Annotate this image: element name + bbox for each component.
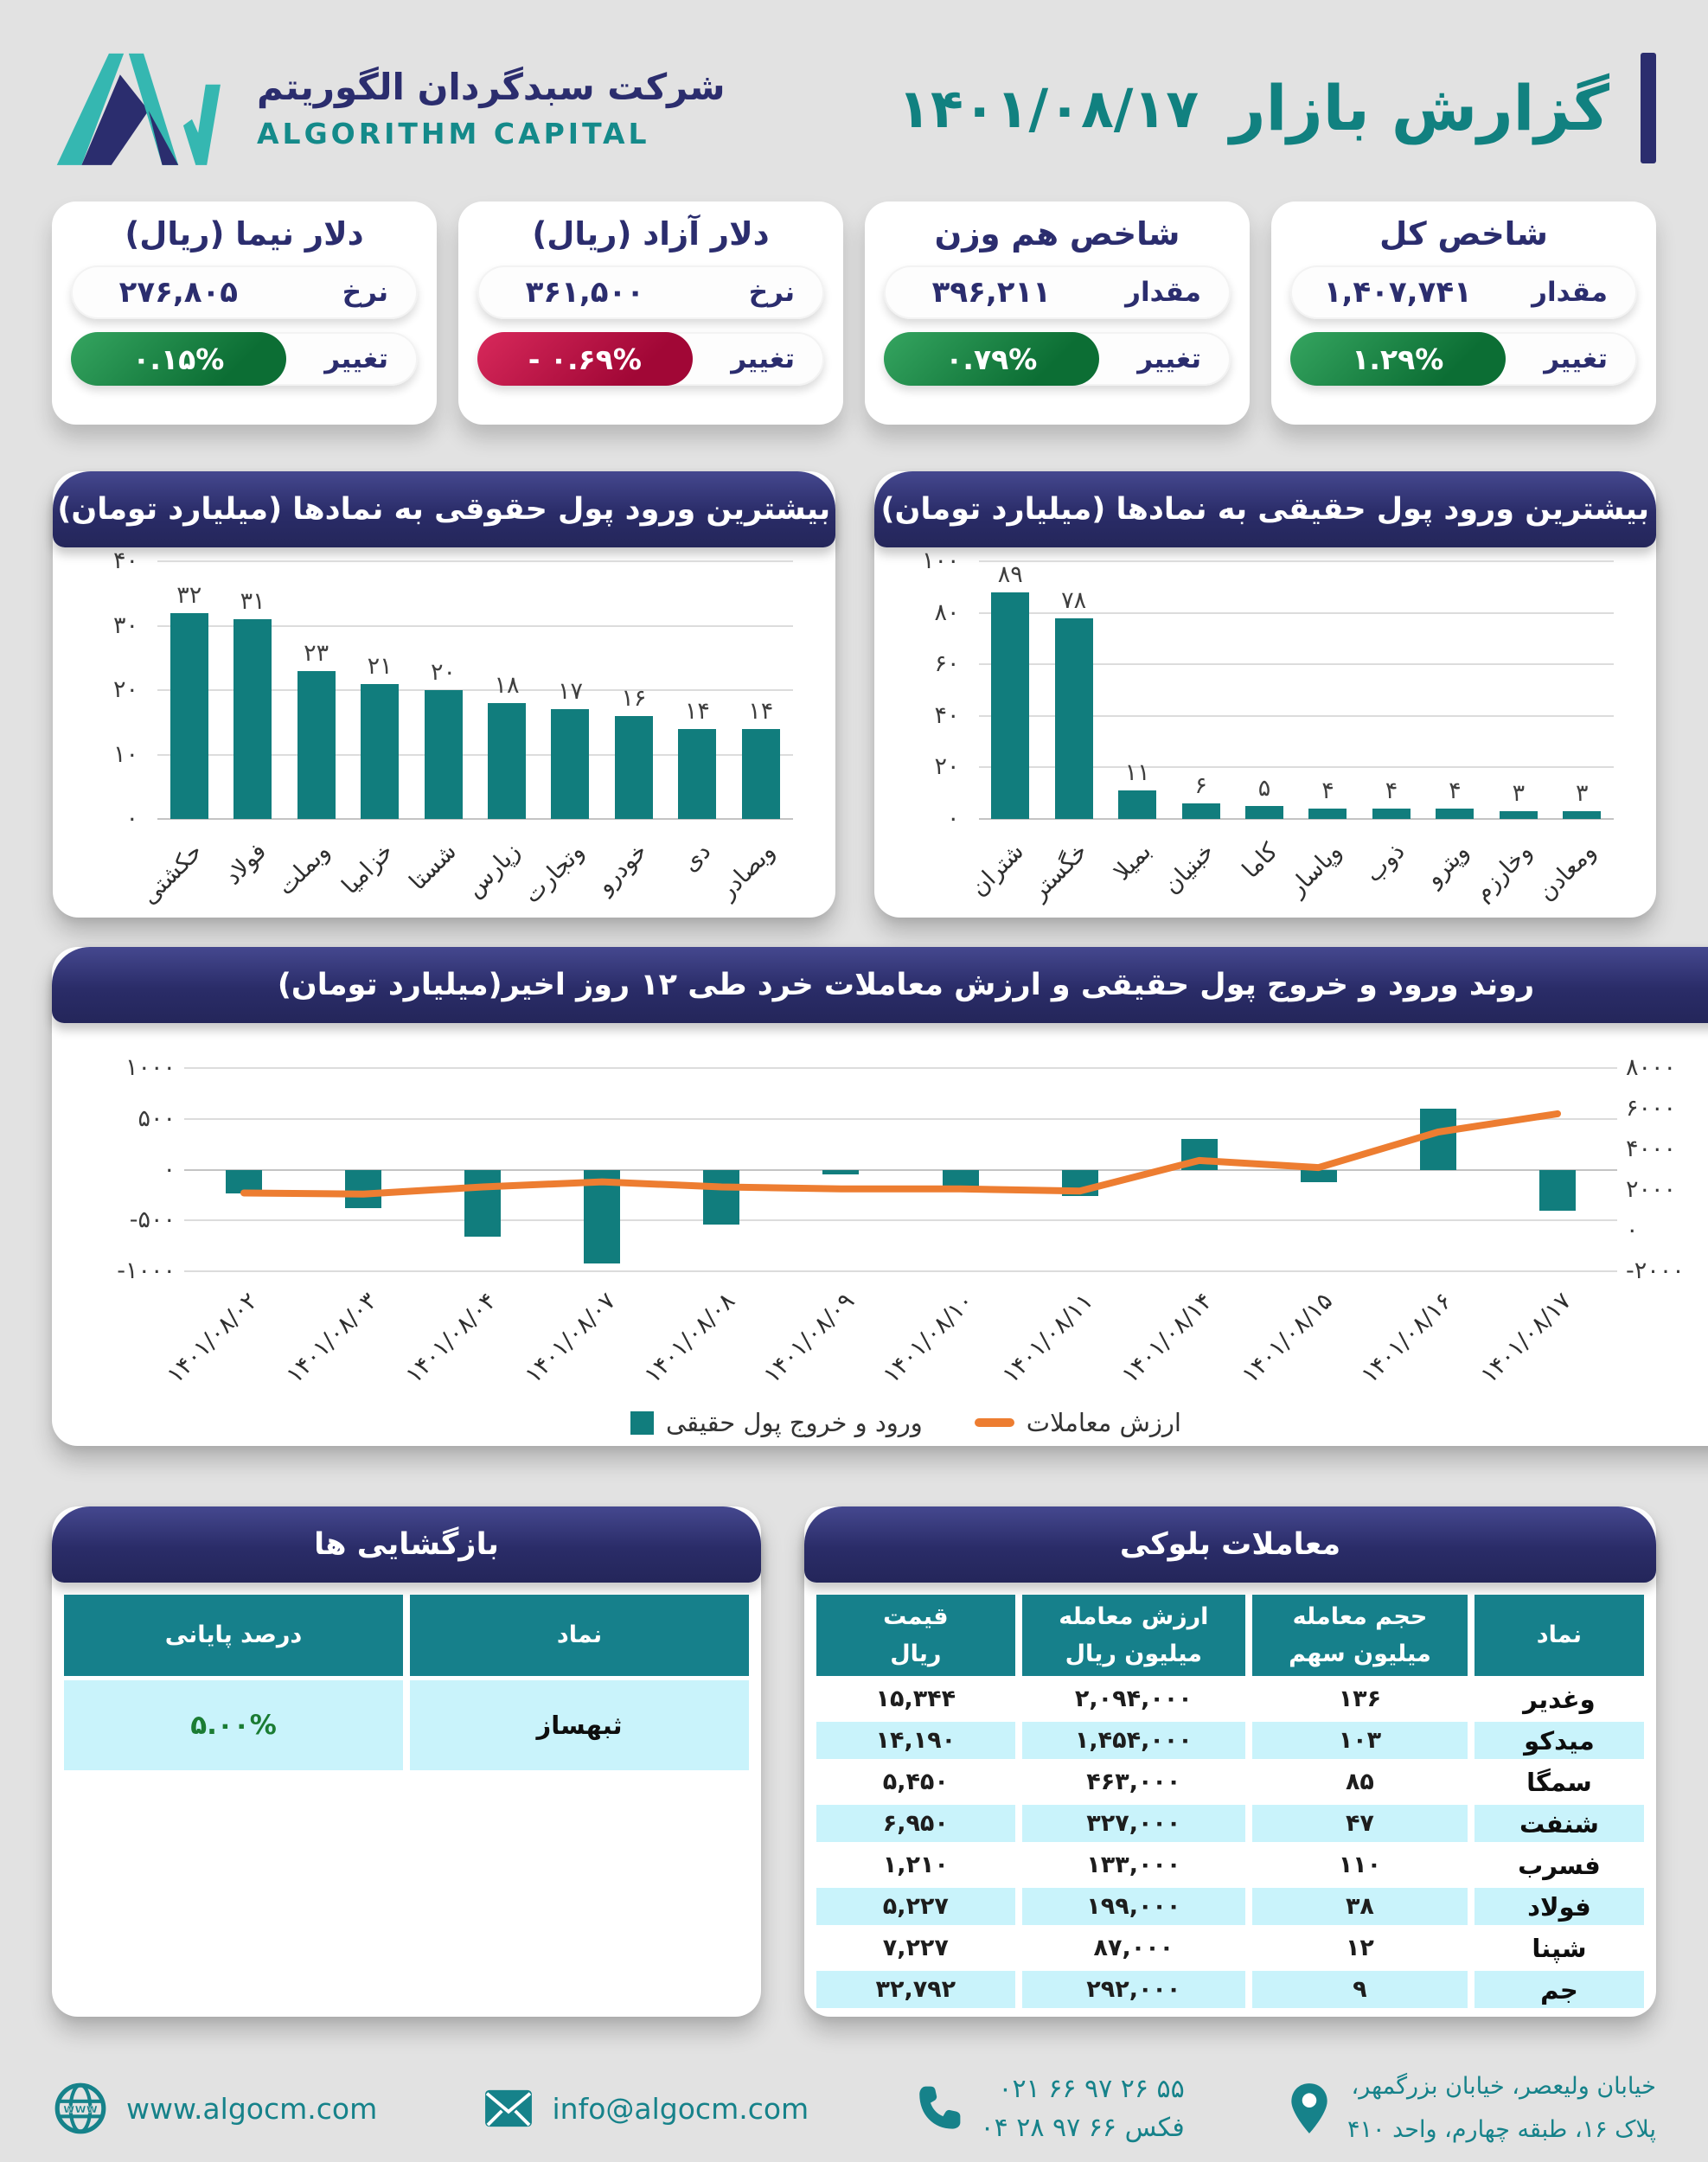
stat-row-pill: [71, 332, 418, 386]
date-label: ۱۴۰۱/۰۸/۱۷: [1475, 1288, 1577, 1389]
bar-value-label: ۱۱: [1124, 759, 1150, 787]
table-title-band: [804, 1506, 1656, 1583]
bar: [1308, 809, 1347, 819]
date-label: ۱۴۰۱/۰۸/۰۷: [520, 1288, 622, 1389]
value-cell: ۱۳۶: [1252, 1680, 1468, 1717]
header-line: میلیون سهم: [1289, 1641, 1431, 1667]
date-label: ۱۴۰۱/۰۸/۱۱: [997, 1288, 1099, 1389]
bar-value-label: ۱۷: [557, 678, 583, 706]
header-line: نماد: [1536, 1622, 1583, 1649]
category-slot: [1105, 829, 1168, 912]
bar: [1055, 618, 1093, 819]
symbol-cell: فسرب: [1475, 1846, 1644, 1884]
stat-row-pill: [884, 332, 1231, 386]
value-cell: ۲,۰۹۴,۰۰۰: [1022, 1680, 1245, 1717]
stat-row-pill: [71, 265, 418, 319]
value-cell: ۲۹۲,۰۰۰: [1022, 1971, 1245, 2008]
date-label: ۱۴۰۱/۰۸/۱۰: [878, 1288, 980, 1389]
category-axis: [136, 829, 793, 912]
date-label: ۱۴۰۱/۰۸/۰۸: [639, 1288, 741, 1389]
right-axis-tick-label: ۰: [1626, 1217, 1639, 1244]
symbol-cell: سمگا: [1475, 1763, 1644, 1801]
bar-value-label: ۷۸: [1061, 586, 1087, 614]
symbol-cell: ثبهساز: [410, 1680, 749, 1770]
date-label: ۱۴۰۱/۰۸/۰۴: [400, 1288, 502, 1389]
category-slot: [1359, 829, 1423, 912]
date-slot: [281, 1279, 423, 1426]
change-chip: ۰.۷۹%: [884, 332, 1099, 386]
date-slot: [1475, 1279, 1617, 1426]
stat-row-value: ۳۶۱,۵۰۰: [525, 275, 645, 310]
bars-layer: [157, 561, 793, 819]
stat-card-title: دلار آزاد (ریال): [532, 215, 770, 253]
bar-category-label: وبملت: [272, 838, 336, 901]
left-axis-tick-label: -۱۰۰۰: [117, 1257, 176, 1284]
change-chip: ۱.۲۹%: [1290, 332, 1506, 386]
chart-card-institutional-inflow: [53, 471, 835, 918]
value-cell: ۱۵,۳۴۴: [816, 1680, 1015, 1717]
chart-title: روند ورود و خروج پول حقیقی و ارزش معاملات خرد طی ۱۲ روز اخیر(میلیارد تومان): [277, 968, 1535, 1002]
stat-row-label: تغییر: [324, 343, 388, 374]
page-title: گزارش بازار: [1230, 72, 1609, 144]
bar-slot: [729, 561, 792, 819]
bar-slot: [1359, 561, 1423, 819]
bar-category-label: دی: [676, 838, 717, 878]
stat-card-title: شاخص کل: [1379, 215, 1548, 253]
value-cell: ۱۳۳,۰۰۰: [1022, 1846, 1245, 1884]
left-axis-tick-label: ۱۰۰۰: [125, 1054, 176, 1081]
date-label: ۱۴۰۱/۰۸/۱۴: [1116, 1288, 1219, 1389]
date-slot: [1236, 1279, 1379, 1426]
line-series-swatch-icon: [975, 1418, 1014, 1427]
stat-row-pill: [1290, 265, 1637, 319]
bar-slot: [1169, 561, 1232, 819]
header-line: قیمت: [883, 1602, 949, 1630]
fax-number: ۰۴ ۲۸ ۹۷ ۶۶ فکس: [980, 2113, 1185, 2143]
bar-value-label: ۱۶: [621, 684, 647, 712]
bar: [1182, 803, 1220, 819]
combo-x-axis-labels: [162, 1279, 1617, 1426]
category-slot: [965, 829, 1042, 912]
index-stat-card: [1271, 201, 1656, 425]
bar: [1436, 809, 1474, 819]
block-trades-card: [804, 1506, 1656, 2017]
symbol-cell: شپنا: [1475, 1929, 1644, 1967]
value-cell: ۱,۲۱۰: [816, 1846, 1015, 1884]
stat-row-pill: [1290, 332, 1637, 386]
legend-item-net-flow: [630, 1408, 923, 1437]
category-slot: [336, 829, 411, 912]
table-title: بازگشایی ها: [314, 1527, 499, 1562]
category-slot: [1532, 829, 1614, 912]
y-tick-label: ۲۰: [934, 753, 960, 781]
symbol-cell: جم: [1475, 1971, 1644, 2008]
bar: [1563, 811, 1601, 819]
bar: [1245, 806, 1283, 819]
bar-category-label: حکشتی: [136, 838, 208, 910]
symbol-cell: شنفت: [1475, 1805, 1644, 1842]
bar-slot: [1423, 561, 1487, 819]
bar-slot: [539, 561, 602, 819]
bar-series-swatch-icon: [630, 1411, 654, 1435]
company-name-block: [257, 66, 726, 150]
change-chip: - ۰.۶۹%: [477, 332, 693, 386]
symbol-cell: وغدیر: [1475, 1680, 1644, 1717]
bar: [1118, 790, 1156, 819]
bar-category-label: وبصادر: [713, 838, 780, 905]
bar-category-label: بمیلا: [1108, 838, 1157, 886]
website-link[interactable]: www.algocm.com: [126, 2091, 378, 2126]
phone-icon: [913, 2083, 963, 2133]
y-tick-label: ۴۰: [934, 701, 960, 729]
company-name-en: ALGORITHM CAPITAL: [257, 117, 650, 150]
value-cell: ۵,۲۲۷: [816, 1888, 1015, 1925]
bar-slot: [221, 561, 284, 819]
value-cell: ۳۲۷,۰۰۰: [1022, 1805, 1245, 1842]
bar-category-label: ومعادن: [1532, 838, 1602, 906]
chart-title-band: [53, 471, 835, 547]
right-axis-tick-label: ۸۰۰۰: [1626, 1054, 1677, 1081]
symbol-cell: میدکو: [1475, 1722, 1644, 1759]
bar-category-label: خگستر: [1026, 838, 1093, 905]
right-axis-tick-label: ۶۰۰۰: [1626, 1095, 1677, 1122]
money-flow-combo-chart: [91, 1044, 1708, 1439]
bar: [488, 703, 526, 819]
header-line: حجم معامله: [1292, 1602, 1428, 1630]
bar: [991, 592, 1029, 819]
y-tick-label: ۲۰: [112, 676, 138, 703]
bar: [297, 671, 336, 819]
bar-value-label: ۴: [1385, 777, 1398, 805]
stat-row-label: تغییر: [1544, 343, 1608, 374]
category-slot: [592, 829, 665, 912]
plot-area: [979, 561, 1615, 819]
value-cell: ۶,۹۵۰: [816, 1805, 1015, 1842]
value-cell: ۵,۴۵۰: [816, 1763, 1015, 1801]
stat-row-label: نرخ: [748, 277, 795, 308]
address-line-1: خیابان ولیعصر، خیابان بزرگمهر،: [1351, 2072, 1656, 2100]
right-axis-tick-label: ۴۰۰۰: [1626, 1135, 1677, 1162]
y-axis: [905, 547, 967, 832]
y-tick-label: ۸۰: [934, 598, 960, 626]
date-slot: [162, 1279, 304, 1426]
legend-label: ورود و خروج پول حقیقی: [666, 1408, 923, 1437]
bar-slot: [157, 561, 221, 819]
y-tick-label: ۳۰: [112, 611, 138, 639]
column-header: [1475, 1595, 1644, 1676]
bar-category-label: وپاسار: [1283, 838, 1347, 902]
stat-row-pill: [477, 332, 824, 386]
company-name-fa: شرکت سبدگردان الگوریتم: [257, 66, 726, 108]
y-tick-label: ۴۰: [112, 547, 138, 574]
value-cell: ۱۲: [1252, 1929, 1468, 1967]
bar: [425, 690, 463, 819]
column-header: [1252, 1595, 1468, 1676]
bar-category-label: وخارزم: [1468, 838, 1538, 907]
value-cell: ۹: [1252, 1971, 1468, 2008]
category-slot: [518, 829, 602, 912]
category-slot: [272, 829, 348, 912]
stat-card-title: شاخص هم وزن: [934, 215, 1180, 253]
individual-inflow-bar-chart: [905, 547, 1627, 912]
bar: [233, 619, 272, 819]
chart-title: بیشترین ورود پول حقوقی به نمادها (میلیارد تومان): [57, 492, 831, 527]
bar-category-label: ذوب: [1360, 838, 1411, 888]
category-slot: [221, 829, 284, 912]
stat-card-title: دلار نیما (ریال): [125, 215, 364, 253]
bar: [1500, 811, 1538, 819]
category-slot: [666, 829, 729, 912]
bar-category-label: خودرو: [592, 838, 653, 899]
report-title-block: [898, 53, 1656, 163]
footer-website[interactable]: [52, 2080, 377, 2137]
email-link[interactable]: info@algocm.com: [552, 2091, 809, 2126]
phone-numbers: [981, 2074, 1185, 2143]
stat-row-label: نرخ: [342, 277, 388, 308]
category-axis: [965, 829, 1615, 912]
bar-value-label: ۲۳: [304, 639, 329, 667]
report-date: ۱۴۰۱/۰۸/۱۷: [898, 76, 1199, 140]
reopenings-card: [52, 1506, 761, 2017]
date-slot: [639, 1279, 781, 1426]
chart-title: بیشترین ورود پول حقیقی به نمادها (میلیارد تومان): [880, 492, 1649, 527]
closing-percent-cell: ۵.۰۰%: [64, 1680, 403, 1770]
value-cell: ۱۹۹,۰۰۰: [1022, 1888, 1245, 1925]
column-header: درصد پایانی: [64, 1595, 403, 1676]
bar-value-label: ۶: [1194, 772, 1207, 800]
bar-category-label: کاما: [1238, 838, 1283, 884]
column-header: [816, 1595, 1015, 1676]
date-slot: [1355, 1279, 1498, 1426]
category-slot: [713, 829, 792, 912]
legend-label: ارزش معاملات: [1026, 1408, 1181, 1437]
stat-row-label: مقدار: [1532, 277, 1608, 308]
globe-icon: [52, 2080, 109, 2137]
bar-slot: [412, 561, 475, 819]
tables-row: [52, 1506, 1656, 2017]
chart-title-band: [874, 471, 1657, 547]
left-axis-tick-label: ۰: [163, 1155, 176, 1183]
bar-category-label: وتجارت: [518, 838, 590, 909]
column-header: نماد: [410, 1595, 749, 1676]
stat-row-pill: [884, 265, 1231, 319]
bar: [742, 729, 780, 819]
change-chip: ۰.۱۵%: [71, 332, 286, 386]
index-stat-card: [865, 201, 1250, 425]
date-label: ۱۴۰۱/۰۸/۰۹: [758, 1288, 860, 1389]
header-line: میلیون ریال: [1065, 1641, 1203, 1667]
date-slot: [878, 1279, 1020, 1426]
date-slot: [1116, 1279, 1259, 1426]
bar-slot: [1551, 561, 1614, 819]
table-title-band: [52, 1506, 761, 1583]
value-cell: ۱۴,۱۹۰: [816, 1722, 1015, 1759]
value-cell: ۱۱۰: [1252, 1846, 1468, 1884]
bar-slot: [1042, 561, 1105, 819]
svg-text:www: www: [63, 2102, 98, 2117]
category-slot: [136, 829, 221, 912]
date-slot: [400, 1279, 542, 1426]
bar-value-label: ۳: [1512, 780, 1526, 808]
value-cell: ۴۷: [1252, 1805, 1468, 1842]
y-axis: [83, 547, 145, 832]
envelope-icon: [482, 2087, 535, 2130]
money-flow-trend-card: [52, 947, 1708, 1446]
company-logo: [52, 43, 726, 173]
chart-legend: [91, 1408, 1708, 1437]
date-slot: [520, 1279, 662, 1426]
value-cell: ۱,۴۵۴,۰۰۰: [1022, 1722, 1245, 1759]
footer-phone: [913, 2074, 1185, 2143]
bar-category-label: خبنیان: [1158, 838, 1220, 899]
bar: [615, 716, 653, 819]
bar-value-label: ۳۲: [176, 581, 202, 609]
category-slot: [1283, 829, 1359, 912]
address-lines: [1347, 2069, 1656, 2148]
value-cell: ۸۵: [1252, 1763, 1468, 1801]
left-axis-tick-label: -۵۰۰: [129, 1206, 176, 1234]
bar-slot: [666, 561, 729, 819]
bar-category-label: شستا: [404, 838, 463, 896]
bar-category-label: زپارس: [461, 838, 526, 903]
bar-value-label: ۳۱: [240, 588, 265, 616]
algorithm-capital-logo-icon: [52, 43, 238, 173]
title-accent-bar: [1641, 53, 1656, 163]
symbol-cell: فولاد: [1475, 1888, 1644, 1925]
bar-slot: [348, 561, 411, 819]
category-slot: [1232, 829, 1295, 912]
stat-row-value: ۳۹۶,۲۱۱: [931, 275, 1052, 310]
bar: [170, 613, 208, 819]
reopenings-table: [64, 1595, 749, 1770]
y-tick-label: ۶۰: [934, 650, 960, 678]
date-label: ۱۴۰۱/۰۸/۰۳: [281, 1288, 383, 1389]
institutional-inflow-bar-chart: [83, 547, 805, 912]
phone-number: ۰۲۱ ۶۶ ۹۷ ۲۶ ۵۵: [998, 2074, 1185, 2104]
value-cell: ۸۷,۰۰۰: [1022, 1929, 1245, 1967]
value-cell: ۷,۲۲۷: [816, 1929, 1015, 1967]
footer-email[interactable]: [482, 2087, 809, 2130]
bar-value-label: ۵: [1257, 775, 1271, 803]
right-axis-tick-label: ۲۰۰۰: [1626, 1176, 1677, 1203]
y-tick-label: ۱۰: [112, 740, 138, 768]
left-axis-tick-label: ۵۰۰: [138, 1104, 176, 1132]
stat-row-value: ۱,۴۰۷,۷۴۱: [1323, 275, 1472, 310]
top-inflow-charts-row: [52, 471, 1656, 918]
bar-slot: [475, 561, 538, 819]
stat-row-label: تغییر: [1137, 343, 1201, 374]
bar-category-label: شتران: [965, 838, 1030, 902]
bar-value-label: ۱۸: [494, 671, 520, 699]
bar-category-label: خزامیا: [336, 838, 400, 900]
bar-slot: [1296, 561, 1359, 819]
stat-row-pill: [477, 265, 824, 319]
bar-value-label: ۱۴: [748, 697, 774, 725]
value-cell: ۳۸: [1252, 1888, 1468, 1925]
chart-card-individual-inflow: [874, 471, 1657, 918]
date-label: ۱۴۰۱/۰۸/۰۲: [162, 1288, 263, 1389]
category-slot: [1158, 829, 1232, 912]
bar-value-label: ۴: [1321, 777, 1334, 805]
chart-title-band: [52, 947, 1708, 1023]
bar-slot: [1105, 561, 1168, 819]
right-axis-tick-label: -۲۰۰۰: [1626, 1257, 1685, 1284]
category-slot: [1026, 829, 1105, 912]
index-stat-card: [458, 201, 843, 425]
legend-item-trade-value: [975, 1408, 1181, 1437]
bar-value-label: ۳: [1576, 780, 1589, 808]
date-slot: [758, 1279, 900, 1426]
plot-area: [157, 561, 793, 819]
footer-address: [1289, 2069, 1656, 2148]
bar: [551, 709, 589, 819]
location-pin-icon: [1289, 2082, 1330, 2135]
bar: [361, 684, 399, 819]
combo-plot-area: [117, 1054, 1685, 1284]
bar: [1372, 809, 1411, 819]
page-footer: [52, 2065, 1656, 2152]
table-title: معاملات بلوکی: [1119, 1527, 1341, 1562]
address-line-2: پلاک ۱۶، طبقه چهارم، واحد ۴۱۰: [1347, 2116, 1656, 2143]
category-slot: [1468, 829, 1550, 912]
value-cell: ۱۰۳: [1252, 1722, 1468, 1759]
category-slot: [1420, 829, 1487, 912]
date-slot: [997, 1279, 1140, 1426]
bar-slot: [285, 561, 348, 819]
stat-row-value: ۲۷۶,۸۰۵: [118, 275, 239, 310]
bar-category-label: وپترو: [1420, 838, 1475, 892]
index-stat-card: [52, 201, 437, 425]
y-tick-label: ۱۰۰: [921, 547, 960, 574]
stat-row-label: مقدار: [1125, 277, 1201, 308]
value-cell: ۴۶۳,۰۰۰: [1022, 1763, 1245, 1801]
bar-value-label: ۴: [1449, 777, 1462, 805]
bar-value-label: ۸۹: [997, 561, 1023, 588]
y-tick-label: ۰: [125, 805, 138, 832]
bar-value-label: ۱۴: [684, 697, 710, 725]
page-header: [52, 26, 1656, 190]
bar-slot: [979, 561, 1042, 819]
bars-layer: [979, 561, 1615, 819]
bar-slot: [602, 561, 665, 819]
value-cell: ۳۲,۷۹۲: [816, 1971, 1015, 2008]
stat-row-label: تغییر: [731, 343, 795, 374]
header-line: ریال: [890, 1641, 942, 1667]
category-slot: [404, 829, 475, 912]
date-label: ۱۴۰۱/۰۸/۱۶: [1355, 1288, 1457, 1389]
bar-slot: [1487, 561, 1550, 819]
trade-value-line: [184, 1068, 1617, 1271]
block-trades-table: [816, 1595, 1644, 2008]
bar: [678, 729, 716, 819]
column-header: [1022, 1595, 1245, 1676]
index-stat-cards-row: [52, 201, 1656, 425]
bar-value-label: ۲۰: [431, 659, 457, 686]
bar-value-label: ۲۱: [367, 652, 393, 680]
bar-slot: [1232, 561, 1295, 819]
y-tick-label: ۰: [946, 805, 960, 832]
bar-category-label: فولاد: [219, 838, 272, 891]
date-label: ۱۴۰۱/۰۸/۱۵: [1236, 1288, 1338, 1389]
header-line: ارزش معامله: [1059, 1602, 1209, 1630]
